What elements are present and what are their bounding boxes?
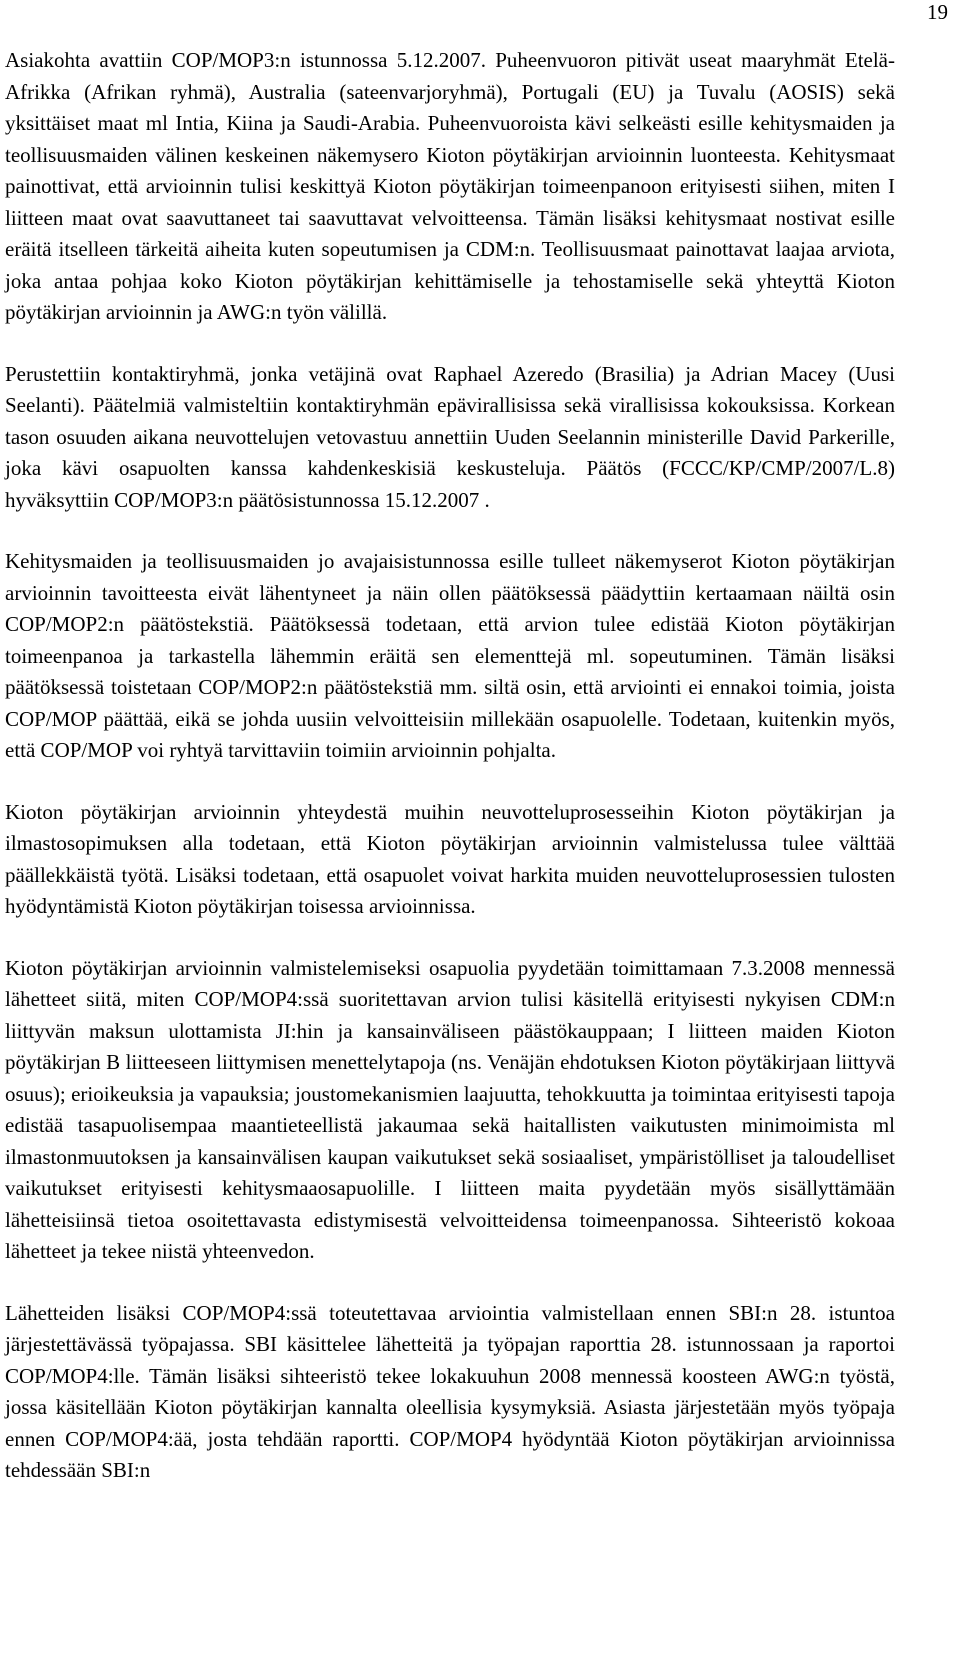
paragraph-contact-group: Perustettiin kontaktiryhmä, jonka vetäjinä ovat Raphael Azeredo (Brasilia) ja Adrian Macey (Uusi Seelanti). Päätelmiä valmisteltiin kontaktiryhmän epävirallisissa sekä virallisissa kokouksissa. Korkean tason osuuden aikana neuvottelujen vetovastuu annettiin Uuden Seelannin ministerille David Parkerille, joka kävi osapuolten kanssa kahdenkeskisiä keskusteluja. Päätös (FCCC/KP/CMP/2007/L.8) hyväksyttiin COP/MOP3:n päätösistunnossa 15.12.2007 .	[5, 361, 895, 512]
paragraph-viewpoint-differences: Kehitysmaiden ja teollisuusmaiden jo avajaisistunnossa esille tulleet näkemyserot Kioton pöytäkirjan arvioinnin tavoitteesta eivät lähentyneet ja näin ollen päätöksessä päädyttiin kertaamaan näiltä osin COP/MOP2:n päätöstekstiä. Päätöksessä todetaan, että arvion tulee edistää Kioton pöytäkirjan toimeenpanoa ja tarkastella lähemmin eräitä sen elementtejä ml. sopeutuminen. Tämän lisäksi päätöksessä toistetaan COP/MOP2:n päätöstekstiä mm. siltä osin, että arviointi ei ennakoi toimia, joista COP/MOP päättää, eikä se johda uusiin velvoitteisiin millekään osapuolelle. Todetaan, kuitenkin myös, että COP/MOP voi ryhtyä tarvittaviin toimiin arvioinnin pohjalta.	[5, 549, 895, 762]
paragraph-session-opening: Asiakohta avattiin COP/MOP3:n istunnossa 5.12.2007. Puheenvuoron pitivät useat maaryhmät Etelä-Afrikka (Afrikan ryhmä), Australia (sateenvarjoryhmä), Portugali (EU) ja Tuvalu (AOSIS) sekä yksittäiset maat ml Intia, Kiina ja Saudi-Arabia. Puheenvuoroista kävi selkeästi esille kehitysmaiden ja teollisuusmaiden välinen keskeinen näkemysero Kioton pöytäkirjan arvioinnin luonteesta. Kehitysmaat painottivat, että arvioinnin tulisi keskittyä Kioton pöytäkirjan toimeenpanoon erityisesti siihen, miten I liitteen maat ovat saavuttaneet tai saavuttavat velvoitteensa. Tämän lisäksi kehitysmaat nostivat esille eräitä itselleen tärkeitä aiheita kuten sopeutumisen ja CDM:n. Teollisuusmaat painottavat laajaa arviota, joka antaa pohjaa koko Kioton pöytäkirjan kehittämiselle ja tehostamiselle sekä yhteyttä Kioton pöytäkirjan arvioinnin ja AWG:n työn välillä.	[5, 48, 895, 324]
paragraph-workshop: Lähetteiden lisäksi COP/MOP4:ssä toteutettavaa arviointia valmistellaan ennen SBI:n 28. istuntoa järjestettävässä työpajassa. SBI käsittelee lähetteitä ja työpajan raporttia 28. istunnossaan ja raportoi COP/MOP4:lle. Tämän lisäksi sihteeristö tekee lokakuuhun 2008 mennessä koosteen AWG:n työstä, jossa käsitellään Kioton pöytäkirjan kannalta oleellisia kysymyksiä. Asiasta järjestetään myös työpaja ennen COP/MOP4:ää, josta tehdään raportti. COP/MOP4 hyödyntää Kioton pöytäkirjan arvioinnissa tehdessään SBI:n	[5, 1300, 895, 1482]
document-body	[5, 45, 895, 1487]
paragraph-submissions: Kioton pöytäkirjan arvioinnin valmistelemiseksi osapuolia pyydetään toimittamaan 7.3.2008 mennessä lähetteet siitä, miten COP/MOP4:ssä suoritettavan arvion tulisi käsitellä erityisesti nykyisen CDM:n liittyvän maksun ulottamista JI:hin ja kansainväliseen päästökauppaan; I liitteen maiden Kioton pöytäkirjan B liitteeseen liittymisen menettelytapoja (ns. Venäjän ehdotuksen Kioton pöytäkirjaan liittyvä osuus); erioikeuksia ja vapauksia; joustomekanismien laajuutta, tehokkuutta ja toimintaa erityisesti tapoja edistää tasapuolisempaa maantieteellistä jakaumaa sekä haitallisten vaikutusten minimoimista ml ilmastonmuutoksen ja kansainvälisen kaupan vaikutukset sekä sosiaaliset, ympäristölliset ja taloudelliset vaikutukset erityisesti kehitysmaaosapuolille. I liitteen maita pyydetään myös sisällyttämään lähetteisiinsä tietoa osoitettavasta edistymisestä velvoitteidensa toimeenpanossa. Sihteeristö kokoaa lähetteet ja tekee niistä yhteenvedon.	[5, 955, 895, 1263]
paragraph-other-processes: Kioton pöytäkirjan arvioinnin yhteydestä muihin neuvotteluprosesseihin Kioton pöytäkirjan ja ilmastosopimuksen alla todetaan, että Kioton pöytäkirjan arvioinnin valmistelussa tulee välttää päällekkäistä työtä. Lisäksi todetaan, että osapuolet voivat harkita muiden neuvotteluprosessien tulosten hyödyntämistä Kioton pöytäkirjan toisessa arvioinnissa.	[5, 799, 895, 918]
page-number: 19	[927, 0, 948, 24]
